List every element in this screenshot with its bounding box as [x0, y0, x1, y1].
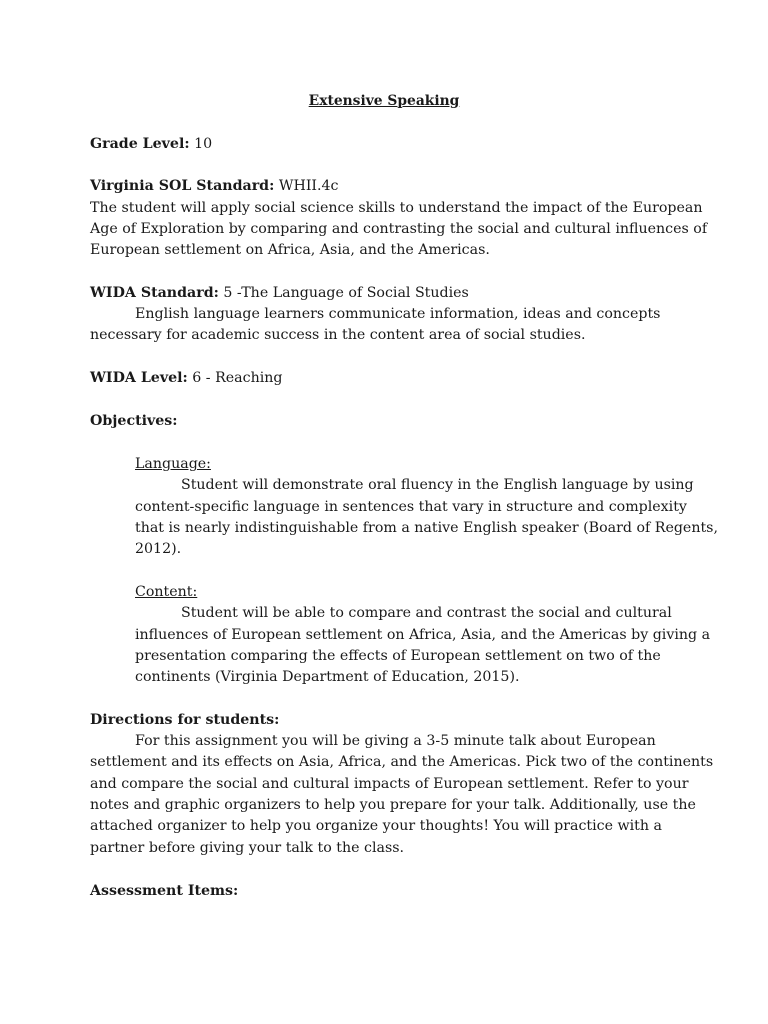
grade-level — [90, 134, 212, 156]
sol-description-line: Age of Exploration by comparing and contrasting the social and cultural influences of — [90, 221, 708, 237]
document-title: Extensive Speaking — [308, 93, 460, 109]
sol-description-line: European settlement on Africa, Asia, and the Americas. — [90, 242, 490, 258]
language-objective-line: that is nearly indistinguishable from a native English speaker (Board of Regents, — [135, 520, 718, 536]
sol-standard-label: Virginia SOL Standard: — [90, 178, 275, 194]
content-objective-label: Content: — [135, 584, 198, 600]
language-objective-label: Language: — [135, 456, 211, 472]
content-objective-line: presentation comparing the effects of European settlement on two of the — [135, 648, 661, 664]
grade-level-value: 10 — [194, 136, 213, 152]
wida-level-value: 6 - Reaching — [192, 370, 283, 386]
directions-line: partner before giving your talk to the class. — [90, 840, 405, 856]
wida-description-line: English language learners communicate information, ideas and concepts — [135, 306, 661, 322]
directions-line: settlement and its effects on Asia, Africa, and the Americas. Pick two of the continents — [90, 754, 714, 770]
content-objective-line: Student will be able to compare and contrast the social and cultural — [181, 605, 672, 621]
sol-standard-value: WHII.4c — [278, 178, 339, 194]
directions-heading: Directions for students: — [90, 712, 280, 728]
wida-level — [90, 368, 282, 390]
directions-line: For this assignment you will be giving a 3-5 minute talk about European — [135, 733, 656, 749]
wida-standard-label: WIDA Standard: — [90, 285, 219, 301]
sol-description-line: The student will apply social science skills to understand the impact of the European — [90, 200, 703, 216]
content-objective-line: influences of European settlement on Africa, Asia, and the Americas by giving a — [135, 627, 711, 643]
directions-line: and compare the social and cultural impacts of European settlement. Refer to your — [90, 776, 689, 792]
sol-standard — [90, 176, 339, 198]
objectives-heading: Objectives: — [90, 413, 178, 429]
content-objective-line: continents (Virginia Department of Education, 2015). — [135, 669, 520, 685]
language-objective-line: content-specific language in sentences that vary in structure and complexity — [135, 499, 687, 515]
directions-line: attached organizer to help you organize your thoughts! You will practice with a — [90, 818, 662, 834]
wida-standard — [90, 283, 469, 305]
wida-standard-value: 5 -The Language of Social Studies — [223, 285, 469, 301]
grade-level-label: Grade Level: — [90, 136, 190, 152]
language-objective-line: Student will demonstrate oral fluency in the English language by using — [181, 477, 694, 493]
wida-description-line: necessary for academic success in the content area of social studies. — [90, 327, 586, 343]
language-objective-line: 2012). — [135, 541, 182, 557]
assessment-heading: Assessment Items: — [90, 883, 239, 899]
wida-level-label: WIDA Level: — [90, 370, 188, 386]
directions-line: notes and graphic organizers to help you prepare for your talk. Additionally, use the — [90, 797, 696, 813]
